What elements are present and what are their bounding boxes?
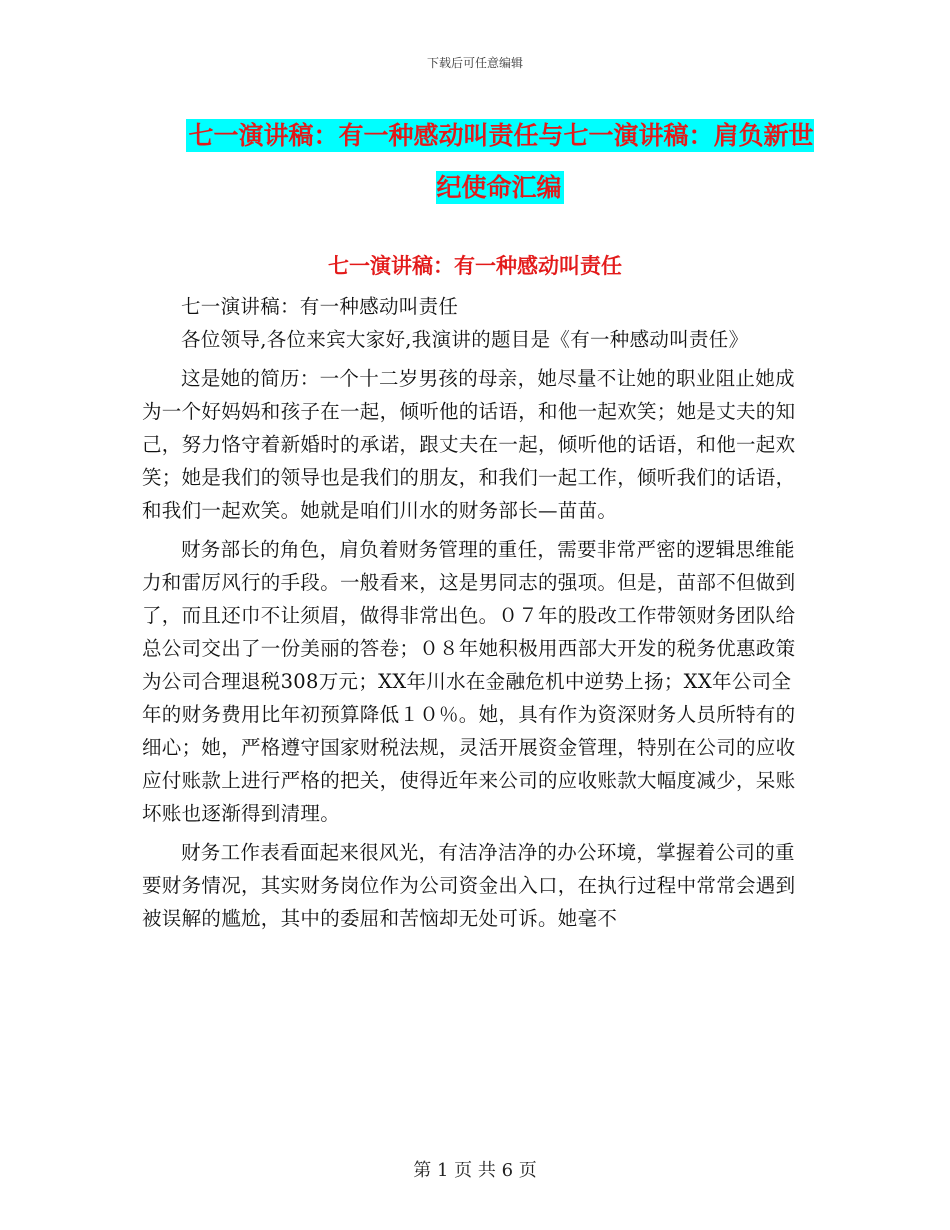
section-title: 七一演讲稿：有一种感动叫责任 <box>328 254 622 278</box>
paragraph: 财务工作表看面起来很风光，有洁净洁净的办公环境，掌握着公司的重要财务情况，其实财务岗位作为公司资金出入口，在执行过程中常常会遇到被误解的尴尬，其中的委屈和苦恼却无处可诉。她毫不 <box>142 841 796 930</box>
paragraph: 财务部长的角色，肩负着财务管理的重任，需要非常严密的逻辑思维能力和雷厉风行的手段。一般看来，这是男同志的强项。但是，苗部不但做到了，而且还巾不让须眉，做得非常出色。０７年的股改工作带领财务团队给总公司交出了一份美丽的答卷；０８年她积极用西部大开发的税务优惠政策为公司合理退税308万元；XX年川水在金融危机中逆势上扬；XX年公司全年的财务费用比年初预算降低１０％。她，具有作为资深财务人员所特有的细心；她，严格遵守国家财税法规，灵活开展资金管理，特别在公司的应收应付账款上进行严格的把关，使得近年来公司的应收账款大幅度减少，呆账坏账也逐渐得到清理。 <box>142 538 796 825</box>
page-header-note: 下载后可任意编辑 <box>426 56 523 70</box>
paragraph: 七一演讲稿：有一种感动叫责任 <box>181 295 459 318</box>
page-number: 第 1 页 共 6 页 <box>413 1160 537 1181</box>
document-title <box>180 110 820 214</box>
document-title-text: 七一演讲稿：有一种感动叫责任与七一演讲稿：肩负新世纪使命汇编 <box>188 121 814 202</box>
paragraph: 各位领导,各位来宾大家好,我演讲的题目是《有一种感动叫责任》 <box>181 328 749 351</box>
paragraph: 这是她的简历：一个十二岁男孩的母亲，她尽量不让她的职业阻止她成为一个好妈妈和孩子在一起，倾听他的话语，和他一起欢笑；她是丈夫的知己，努力恪守着新婚时的承诺，跟丈夫在一起，倾听他的话语，和他一起欢笑；她是我们的领导也是我们的朋友，和我们一起工作，倾听我们的话语，和我们一起欢笑。她就是咱们川水的财务部长—苗苗。 <box>142 367 796 522</box>
document-body <box>142 290 802 935</box>
